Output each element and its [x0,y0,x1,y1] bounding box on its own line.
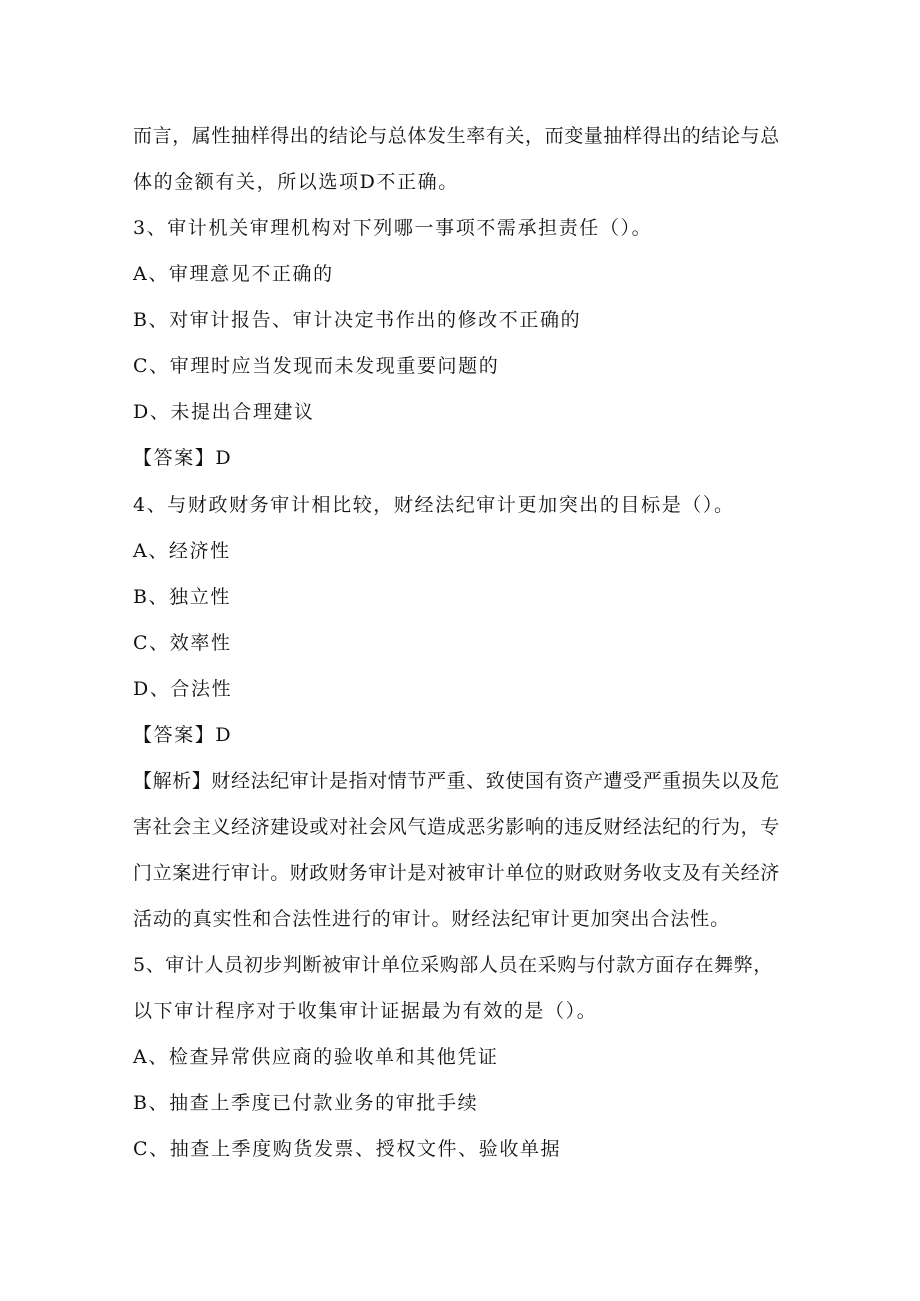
question-4-explanation-line: 门立案进行审计。财政财务审计是对被审计单位的财政财务收支及有关经济 [133,862,780,884]
question-4-option-a: A、经济性 [133,540,231,562]
question-4-option-b: B、独立性 [133,586,231,608]
paragraph-line: 体的金额有关，所以选项D不正确。 [133,171,459,193]
question-3-option-b: B、对审计报告、审计决定书作出的修改不正确的 [133,309,582,331]
question-5-option-b: B、抽查上季度已付款业务的审批手续 [133,1092,479,1114]
question-4-option-c: C、效率性 [133,632,232,654]
question-4-stem: 4、与财政财务审计相比较，财经法纪审计更加突出的目标是（）。 [133,494,735,516]
question-4-explanation-line: 活动的真实性和合法性进行的审计。财经法纪审计更加突出合法性。 [133,908,731,930]
question-4-option-d: D、合法性 [133,678,233,700]
question-4-explanation-line: 害社会主义经济建设或对社会风气造成恶劣影响的违反财经法纪的行为，专 [133,816,780,838]
paragraph-line: 而言，属性抽样得出的结论与总体发生率有关，而变量抽样得出的结论与总 [133,125,780,147]
question-4-answer: 【答案】D [133,724,233,746]
question-5-option-c: C、抽查上季度购货发票、授权文件、验收单据 [133,1138,562,1160]
question-3-option-c: C、审理时应当发现而未发现重要问题的 [133,355,500,377]
question-5-option-a: A、检查异常供应商的验收单和其他凭证 [133,1046,499,1068]
question-3-stem: 3、审计机关审理机构对下列哪一事项不需承担责任（）。 [133,217,653,239]
question-4-explanation-line: 【解析】财经法纪审计是指对情节严重、致使国有资产遭受严重损失以及危 [133,770,780,792]
question-5-stem: 5、审计人员初步判断被审计单位采购部人员在采购与付款方面存在舞弊， [133,954,773,976]
question-5-stem: 以下审计程序对于收集审计证据最为有效的是（）。 [133,1000,598,1022]
question-3-option-a: A、审理意见不正确的 [133,263,334,285]
question-3-option-d: D、未提出合理建议 [133,401,315,423]
question-3-answer: 【答案】D [133,447,233,469]
